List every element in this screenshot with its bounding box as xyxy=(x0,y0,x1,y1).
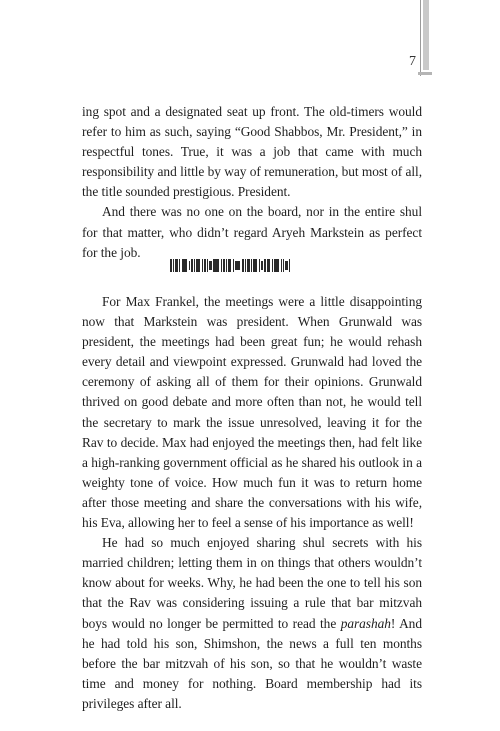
ornament-mark xyxy=(245,259,246,272)
paragraph xyxy=(82,533,422,714)
ornament-mark xyxy=(191,259,193,272)
ornament-mark xyxy=(189,261,190,270)
ornament-mark xyxy=(272,259,273,272)
top-text-block xyxy=(82,102,422,263)
ornament-mark xyxy=(182,259,187,272)
ornament-mark xyxy=(281,259,282,272)
ornament-mark xyxy=(251,259,252,272)
ornament-mark xyxy=(221,259,222,272)
ornament-mark xyxy=(283,259,284,272)
italic-term: parashah xyxy=(340,615,391,631)
paragraph: And there was no one on the board, nor in the entire shul for that matter, who didn’t regard Aryeh Markstein as perfect for the job. xyxy=(82,204,422,260)
ornament-mark xyxy=(207,259,208,272)
ornament-mark xyxy=(196,259,200,272)
ornament-mark xyxy=(228,259,231,272)
ornament-mark xyxy=(202,259,203,272)
ornament-mark xyxy=(233,259,234,272)
section-break-ornament xyxy=(170,259,324,272)
ornament-mark xyxy=(253,259,257,272)
ornament-mark xyxy=(267,259,270,272)
page-number: 7 xyxy=(409,54,416,69)
paragraph-text: ! And he had told his son, Shimshon, the news a full ten months before the bar mitzvah of his son, so that he wouldn’t waste time and money for nothing. Board membership had its privileges after all. xyxy=(82,615,422,711)
paragraph: For Max Frankel, the meetings were a little disappointing now that Markstein was president. When Grunwald was president, the meetings had been great fun; he would rehash every detail and viewpoint expressed. Grunwald had loved the ceremony of asking all of them for their opinions. Grunwald thrived on good debate and more often than not, he would tell the secretary to mark the issue unresolved, leaving it for the Rav to decide. Max had enjoyed the meetings then, had felt like a high-ranking government official as he shared his outlook in a weighty tone of voice. How much fun it was to return home after those meeting and share the conversations with his wife, his Eva, allowing her to feel a sense of his importance as well! xyxy=(82,294,422,531)
ornament-mark xyxy=(173,259,174,272)
ornament-mark xyxy=(264,259,266,272)
ornament-mark xyxy=(259,259,260,272)
ornament-mark xyxy=(175,259,178,272)
ornament-mark xyxy=(285,261,288,270)
ornament-mark xyxy=(247,259,250,272)
ornament-mark xyxy=(179,259,180,272)
ornament-mark xyxy=(223,259,225,272)
bottom-text-block xyxy=(82,292,422,714)
paragraph-text: He had so much enjoyed sharing shul secrets with his married children; letting them in on things that others wouldn’t know about for weeks. Why, he had been the one to tell his son that the Rav was considering issuing a rule that bar mitzvah boys would no longer be permitted to read the xyxy=(82,535,422,631)
ornament-mark xyxy=(194,259,195,272)
ornament-mark xyxy=(274,259,279,272)
ornament-mark xyxy=(235,261,240,270)
ornament-mark xyxy=(170,259,172,272)
ornament-mark xyxy=(289,259,290,272)
ornament-mark xyxy=(213,259,219,272)
ornament-mark xyxy=(226,259,227,272)
ornament-mark xyxy=(204,259,206,272)
page-edge-rule xyxy=(420,0,430,76)
paragraph: ing spot and a designated seat up front. The old-timers would refer to him as such, saying “Good Shabbos, Mr. President,” in respectful tones. True, it was a job that came with much responsibility and little by way of remuneration, but most of all, the title sounded prestigious. President. xyxy=(82,104,422,200)
ornament-mark xyxy=(242,259,244,272)
ornament-mark xyxy=(209,261,212,270)
ornament-mark xyxy=(261,261,263,270)
